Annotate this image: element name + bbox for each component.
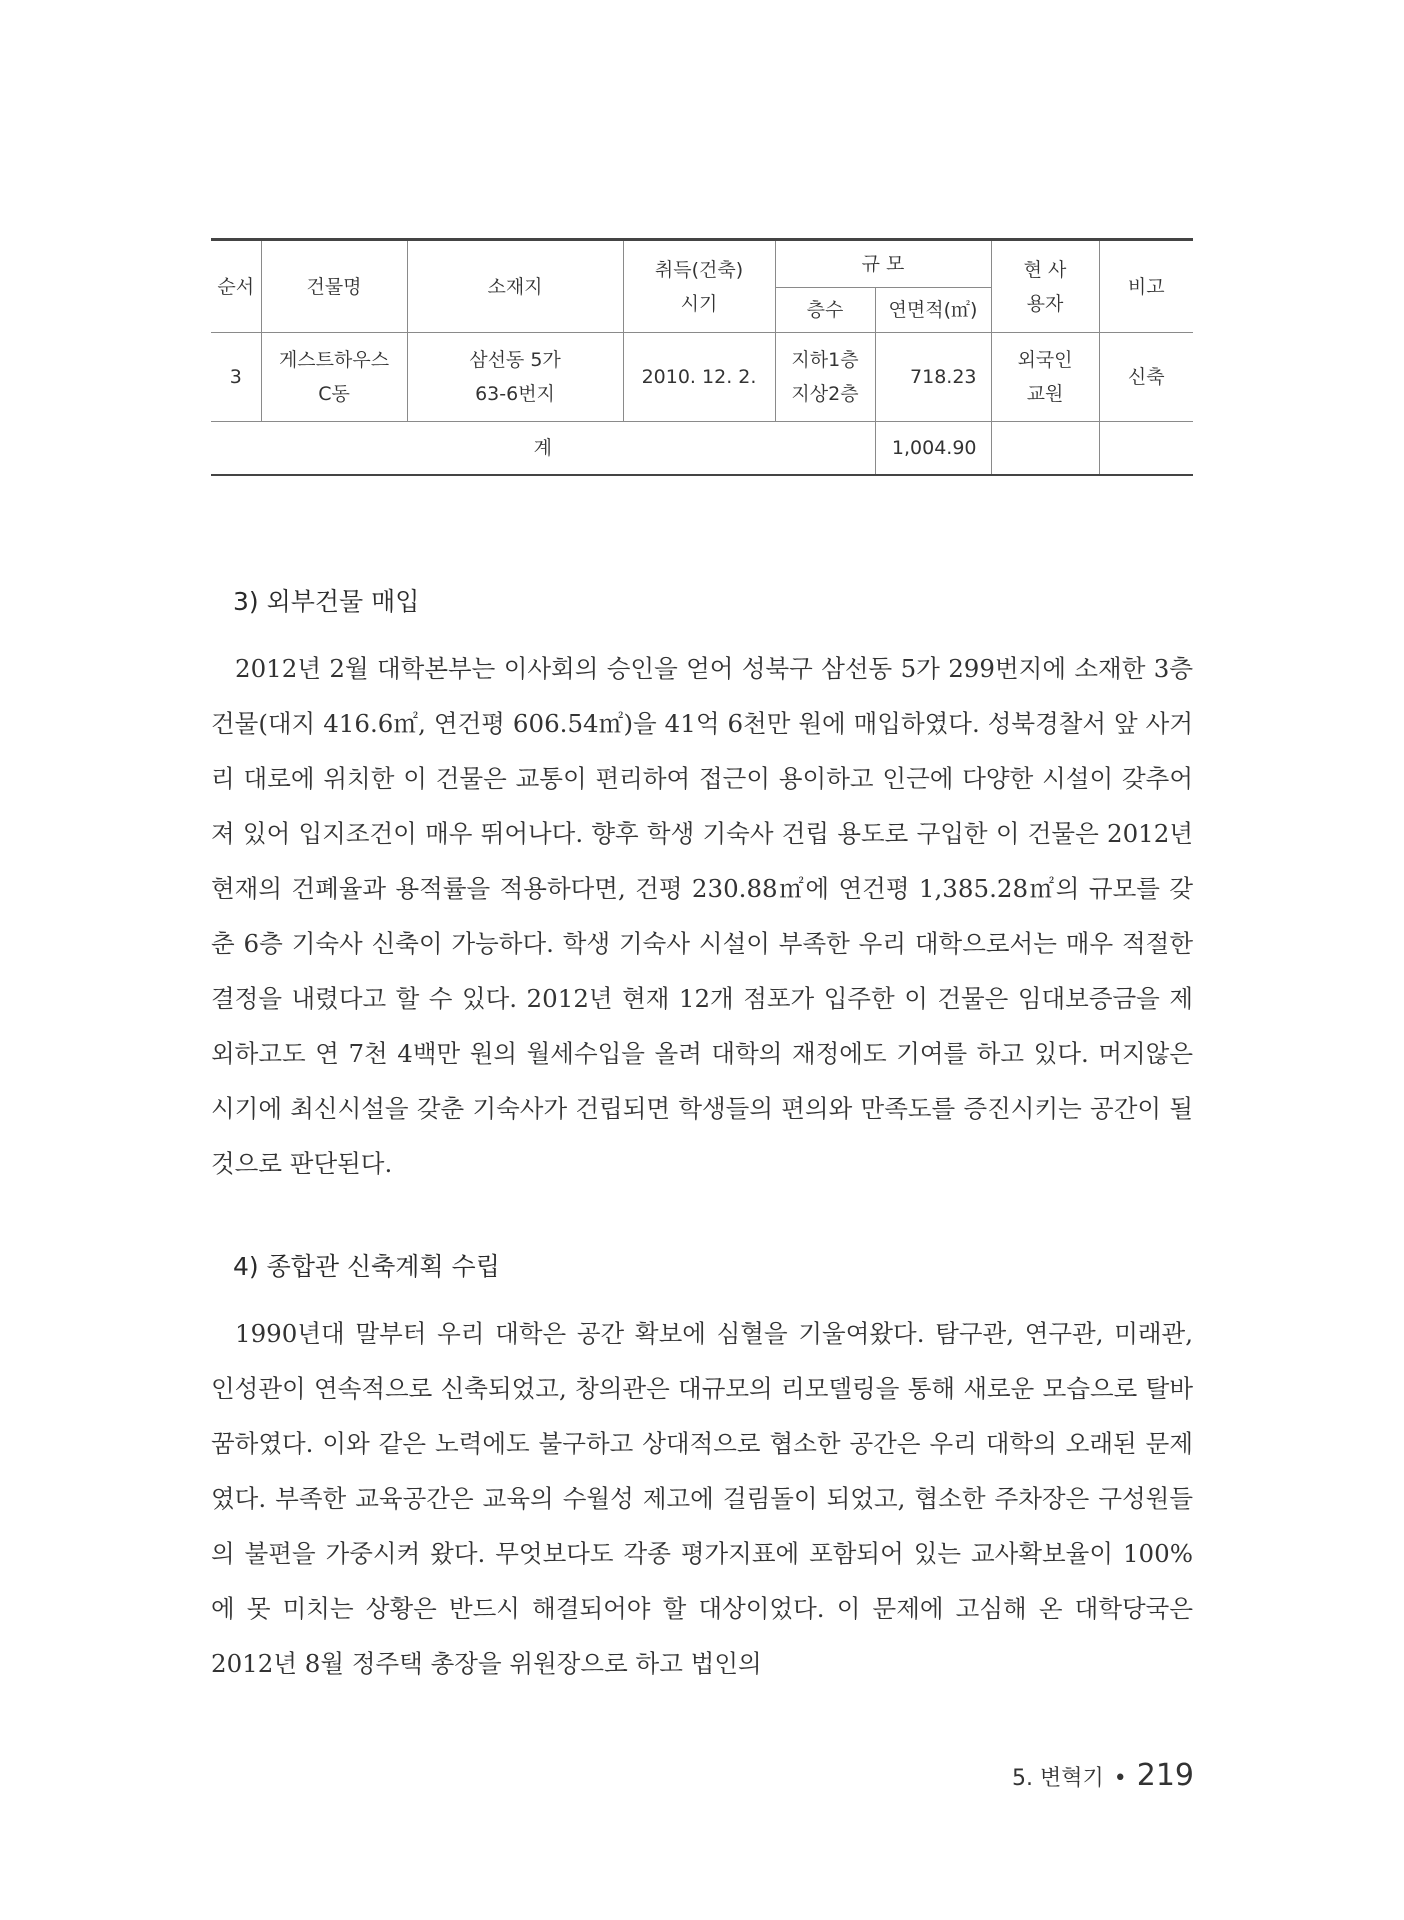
total-user-empty	[991, 422, 1099, 476]
user-line1: 외국인	[1017, 349, 1073, 371]
header-floors: 층수	[775, 288, 875, 333]
chapter-label: 5. 변혁기	[1012, 1766, 1104, 1791]
section-4-text: 1990년대 말부터 우리 대학은 공간 확보에 심혈을 기울여왔다. 탐구관, 연구관, 미래관, 인성관이 연속적으로 신축되었고, 창의관은 대규모의 리모델링을 통해 새로운 모습으로 탈바꿈하였다. 이와 같은 노력에도 불구하고 상대적으로 협소한 공간은 우리 대학의 오래된 문제였다. 부족한 교육공간은 교육의 수월성 제고에 걸림돌이 되었고, 협소한 주차장은 구성원들의 불편을 가중시켜 왔다. 무엇보다도 각종 평가지표에 포함되어 있는 교사확보율이 100%에 못 미치는 상황은 반드시 해결되어야 할 대상이었다. 이 문제에 고심해 온 대학당국은 2012년 8월 정주택 총장을 위원장으로 하고 법인의	[211, 1319, 1193, 1678]
location-line1: 삼선동 5가	[469, 349, 561, 371]
total-area: 1,004.90	[875, 422, 991, 476]
header-order: 순서	[211, 240, 261, 333]
header-current-user-text: 현 사용자	[1023, 258, 1067, 315]
header-note: 비고	[1099, 240, 1193, 333]
header-current-user	[991, 240, 1099, 333]
building-table	[211, 238, 1193, 476]
location-line2: 63-6번지	[475, 383, 555, 405]
table-row	[211, 333, 1193, 422]
table-total-row	[211, 422, 1193, 476]
header-scale: 규 모	[775, 240, 991, 288]
user-line2: 교원	[1026, 383, 1064, 405]
cell-order: 3	[211, 333, 261, 422]
building-table-container	[211, 238, 1193, 476]
total-note-empty	[1099, 422, 1193, 476]
section-3-paragraph	[211, 641, 1193, 1191]
floors-line1: 지하1층	[791, 349, 859, 371]
cell-acquired-date: 2010. 12. 2.	[623, 333, 775, 422]
building-name-line1: 게스트하우스	[278, 349, 390, 371]
header-acquired-text: 취득(건축) 시기	[654, 258, 744, 315]
page-number: 219	[1136, 1758, 1194, 1793]
cell-building-name	[261, 333, 407, 422]
cell-note: 신축	[1099, 333, 1193, 422]
header-building-name: 건물명	[261, 240, 407, 333]
cell-floors	[775, 333, 875, 422]
floors-line2: 지상2층	[791, 383, 859, 405]
section-4-paragraph	[211, 1306, 1193, 1691]
header-acquired-date	[623, 240, 775, 333]
header-location: 소재지	[407, 240, 623, 333]
total-label: 계	[211, 422, 875, 476]
page-footer	[1012, 1758, 1194, 1793]
cell-floor-area: 718.23	[875, 333, 991, 422]
section-4-title: 4) 종합관 신축계획 수립	[233, 1252, 500, 1281]
building-name-line2: C동	[318, 383, 350, 405]
section-3-title: 3) 외부건물 매입	[233, 587, 420, 616]
cell-current-user	[991, 333, 1099, 422]
section-3-text: 2012년 2월 대학본부는 이사회의 승인을 얻어 성북구 삼선동 5가 299번지에 소재한 3층 건물(대지 416.6㎡, 연건평 606.54㎡)을 41억 6천만 원에 매입하였다. 성북경찰서 앞 사거리 대로에 위치한 이 건물은 교통이 편리하여 접근이 용이하고 인근에 다양한 시설이 갖추어져 있어 입지조건이 매우 뛰어나다. 향후 학생 기숙사 건립 용도로 구입한 이 건물은 2012년 현재의 건폐율과 용적률을 적용하다면, 건평 230.88㎡에 연건평 1,385.28㎡의 규모를 갖춘 6층 기숙사 신축이 가능하다. 학생 기숙사 시설이 부족한 우리 대학으로서는 매우 적절한 결정을 내렸다고 할 수 있다. 2012년 현재 12개 점포가 입주한 이 건물은 임대보증금을 제외하고도 연 7천 4백만 원의 월세수입을 올려 대학의 재정에도 기여를 하고 있다. 머지않은 시기에 최신시설을 갖춘 기숙사가 건립되면 학생들의 편의와 만족도를 증진시키는 공간이 될 것으로 판단된다.	[211, 654, 1193, 1178]
header-floor-area: 연면적(㎡)	[875, 288, 991, 333]
cell-location	[407, 333, 623, 422]
footer-bullet: •	[1113, 1766, 1127, 1791]
